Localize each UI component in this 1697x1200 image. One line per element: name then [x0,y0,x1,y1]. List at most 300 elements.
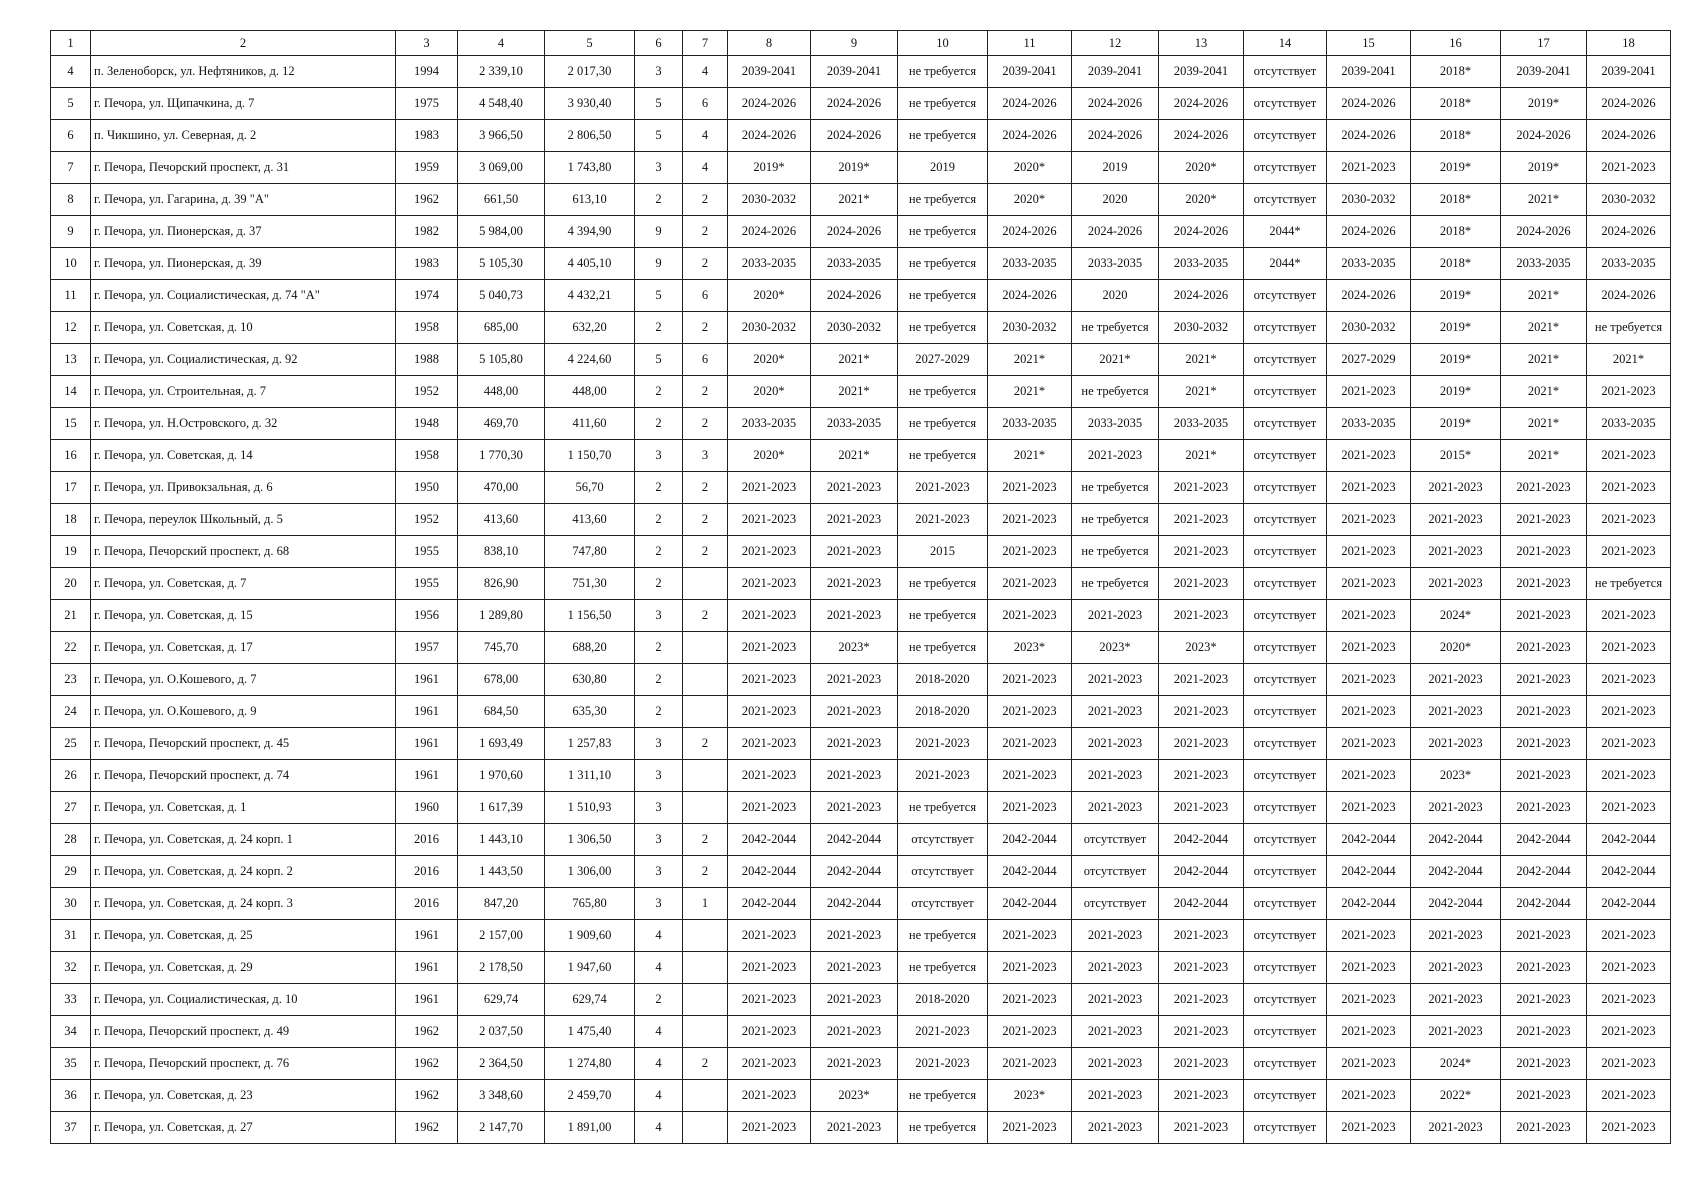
row-number-cell: 16 [51,440,91,472]
table-cell: 413,60 [545,504,635,536]
table-cell: 3 [635,152,683,184]
table-cell: 2021-2023 [898,1016,988,1048]
table-row [51,1112,1671,1144]
table-cell: не требуется [1587,312,1671,344]
table-cell: 5 [635,280,683,312]
table-cell: 1959 [396,152,458,184]
table-cell: 2021-2023 [898,504,988,536]
table-cell: не требуется [898,1112,988,1144]
table-cell: 2021-2023 [1327,984,1411,1016]
table-cell: отсутствует [1244,408,1327,440]
table-row [51,600,1671,632]
table-cell: 2039-2041 [811,56,898,88]
table-cell: 2024-2026 [1072,88,1159,120]
table-cell: 2021-2023 [811,600,898,632]
table-cell: 3 [635,56,683,88]
row-number-cell: 30 [51,888,91,920]
table-cell: 1 289,80 [458,600,545,632]
table-cell: 2021-2023 [1159,920,1244,952]
table-cell: 2021* [811,440,898,472]
table-cell: не требуется [1072,472,1159,504]
table-cell: 2021-2023 [1072,664,1159,696]
table-cell: 2021-2023 [988,536,1072,568]
table-cell: 2023* [1411,760,1501,792]
table-cell: 2024-2026 [1587,120,1671,152]
table-cell: 2027-2029 [1327,344,1411,376]
table-cell: 2018* [1411,120,1501,152]
table-cell: 2021-2023 [1411,1016,1501,1048]
table-cell: 2021-2023 [1327,952,1411,984]
table-cell: 2021-2023 [1159,984,1244,1016]
table-cell: 2021* [1159,440,1244,472]
table-cell [683,984,728,1016]
table-cell: 2021* [1501,440,1587,472]
table-cell: 2039-2041 [988,56,1072,88]
table-cell: 2 [683,408,728,440]
table-cell: 2021-2023 [811,760,898,792]
table-cell: 9 [635,216,683,248]
table-cell [683,632,728,664]
table-cell: 2021-2023 [988,696,1072,728]
table-cell: 2021-2023 [1327,152,1411,184]
table-cell: не требуется [1587,568,1671,600]
table-cell: 2021-2023 [1327,792,1411,824]
table-cell: 2021-2023 [1327,760,1411,792]
table-cell: отсутствует [1244,184,1327,216]
table-cell: 2021-2023 [728,600,811,632]
table-cell: 2021-2023 [1072,1080,1159,1112]
column-number-header: 9 [811,31,898,56]
table-cell: 2021-2023 [898,1048,988,1080]
table-cell: 2021-2023 [988,1112,1072,1144]
table-cell: 2021-2023 [1411,472,1501,504]
table-cell: отсутствует [1244,600,1327,632]
address-cell: г. Печора, Печорский проспект, д. 45 [91,728,396,760]
table-cell: 2042-2044 [811,888,898,920]
table-cell: 2023* [1072,632,1159,664]
table-row [51,408,1671,440]
table-cell: отсутствует [1244,632,1327,664]
row-number-cell: 17 [51,472,91,504]
table-cell: 2021-2023 [1587,984,1671,1016]
table-cell: 2021-2023 [1411,728,1501,760]
address-cell: г. Печора, ул. Строительная, д. 7 [91,376,396,408]
table-cell: 1960 [396,792,458,824]
table-cell: 2021* [1501,408,1587,440]
table-cell: 2021* [988,344,1072,376]
table-cell: 2 [635,184,683,216]
table-cell: 838,10 [458,536,545,568]
table-cell: отсутствует [1244,88,1327,120]
table-cell: 2021-2023 [811,952,898,984]
table-cell [683,1112,728,1144]
row-number-cell: 19 [51,536,91,568]
table-cell: 1 693,49 [458,728,545,760]
table-cell: 751,30 [545,568,635,600]
table-row [51,248,1671,280]
table-cell: 2021-2023 [1159,1016,1244,1048]
table-cell: 2021-2023 [728,920,811,952]
table-cell: 2021-2023 [1587,696,1671,728]
table-cell: 632,20 [545,312,635,344]
table-cell: 2021-2023 [1587,920,1671,952]
table-cell: 2021-2023 [728,728,811,760]
table-row [51,312,1671,344]
table-cell: 1 891,00 [545,1112,635,1144]
table-cell: 2021-2023 [728,952,811,984]
table-cell: 1958 [396,440,458,472]
table-cell: 1962 [396,1048,458,1080]
table-cell: 2024-2026 [988,280,1072,312]
address-cell: г. Печора, ул. Привокзальная, д. 6 [91,472,396,504]
table-cell: 2021-2023 [1501,504,1587,536]
table-cell: 2020* [988,184,1072,216]
table-cell: 2021-2023 [1072,1112,1159,1144]
column-number-header: 17 [1501,31,1587,56]
address-cell: г. Печора, ул. Советская, д. 24 корп. 1 [91,824,396,856]
table-cell: 2024-2026 [811,88,898,120]
table-cell: 3 [635,728,683,760]
table-cell: 2 [635,696,683,728]
table-cell: 2021-2023 [1072,728,1159,760]
table-cell: 2030-2032 [1327,184,1411,216]
table-cell: 2 147,70 [458,1112,545,1144]
table-cell: 2021-2023 [1501,696,1587,728]
table-cell: 4 [635,1080,683,1112]
table-cell: 1961 [396,920,458,952]
row-number-cell: 18 [51,504,91,536]
table-cell: не требуется [1072,376,1159,408]
table-row [51,952,1671,984]
address-cell: г. Печора, Печорский проспект, д. 49 [91,1016,396,1048]
table-cell: 2024-2026 [1327,120,1411,152]
table-cell: 2042-2044 [1327,824,1411,856]
table-cell: 2021-2023 [1159,472,1244,504]
table-cell: 2033-2035 [811,248,898,280]
table-cell: 2 [683,376,728,408]
table-cell: 2042-2044 [1327,888,1411,920]
table-cell: 5 105,30 [458,248,545,280]
table-cell: 2019* [1411,408,1501,440]
table-cell: отсутствует [1244,536,1327,568]
column-number-header: 18 [1587,31,1671,56]
table-cell: 2020* [728,376,811,408]
table-cell: 2 [683,600,728,632]
table-cell: 2023* [988,632,1072,664]
table-cell: 2021-2023 [1501,760,1587,792]
table-cell: 2024-2026 [988,120,1072,152]
address-cell: п. Зеленоборск, ул. Нефтяников, д. 12 [91,56,396,88]
table-cell: отсутствует [1244,1112,1327,1144]
table-cell: 1962 [396,1080,458,1112]
table-cell: 469,70 [458,408,545,440]
column-number-header: 2 [91,31,396,56]
table-cell: 2042-2044 [811,856,898,888]
table-cell: 2021* [1501,344,1587,376]
table-cell: 2019* [1411,152,1501,184]
table-cell: 1961 [396,728,458,760]
table-cell: 2021* [811,376,898,408]
address-cell: п. Чикшино, ул. Северная, д. 2 [91,120,396,152]
table-cell: 2021-2023 [1587,1016,1671,1048]
table-cell [683,664,728,696]
table-cell: 2021-2023 [1501,536,1587,568]
table-cell: 6 [683,344,728,376]
table-cell: отсутствует [1244,824,1327,856]
table-cell: 5 984,00 [458,216,545,248]
table-cell: 2021-2023 [1327,1080,1411,1112]
table-row [51,920,1671,952]
table-cell: 2021-2023 [1587,792,1671,824]
table-cell: 3 [635,440,683,472]
table-cell: 2021-2023 [988,984,1072,1016]
table-cell: 1955 [396,568,458,600]
table-row [51,1016,1671,1048]
table-cell: 2033-2035 [1327,408,1411,440]
table-cell: 2021-2023 [1501,600,1587,632]
row-number-cell: 15 [51,408,91,440]
table-cell: 3 [635,888,683,920]
table-cell: 2024-2026 [728,120,811,152]
column-number-header: 8 [728,31,811,56]
table-cell: 6 [683,88,728,120]
table-cell: не требуется [898,792,988,824]
table-cell: 2018* [1411,216,1501,248]
table-cell: 2021-2023 [728,664,811,696]
table-cell: 2021-2023 [898,472,988,504]
row-number-cell: 23 [51,664,91,696]
table-cell: 2020 [1072,280,1159,312]
table-cell: 2020* [728,344,811,376]
table-cell: 2021-2023 [1411,696,1501,728]
table-cell: 2021-2023 [728,1112,811,1144]
table-cell: 2033-2035 [811,408,898,440]
address-cell: г. Печора, Печорский проспект, д. 76 [91,1048,396,1080]
table-cell: 4 [635,1112,683,1144]
table-cell: 847,20 [458,888,545,920]
column-number-header: 3 [396,31,458,56]
table-cell: 1983 [396,248,458,280]
table-cell: 2021-2023 [1501,1048,1587,1080]
table-cell: 1952 [396,504,458,536]
table-cell: не требуется [898,120,988,152]
table-cell: отсутствует [1244,952,1327,984]
table-cell: 2021-2023 [1587,952,1671,984]
table-cell: 2021-2023 [1159,952,1244,984]
column-number-header: 15 [1327,31,1411,56]
table-cell: 2021-2023 [728,504,811,536]
table-cell: 2042-2044 [1159,888,1244,920]
table-cell: 2020* [1159,152,1244,184]
table-cell: отсутствует [1244,664,1327,696]
table-cell: 2021* [1587,344,1671,376]
table-cell: не требуется [898,440,988,472]
table-row [51,760,1671,792]
table-cell: 2021-2023 [988,472,1072,504]
table-cell: 2021-2023 [1587,632,1671,664]
table-cell: 2021-2023 [1587,728,1671,760]
table-cell: 2016 [396,856,458,888]
table-cell: 2021-2023 [1587,536,1671,568]
table-cell: отсутствует [1244,920,1327,952]
table-row [51,88,1671,120]
header-row [51,31,1671,56]
table-cell: 688,20 [545,632,635,664]
table-cell: 2024-2026 [728,216,811,248]
table-cell: 2021-2023 [1411,792,1501,824]
table-cell: 2024-2026 [1587,280,1671,312]
table-cell: не требуется [898,600,988,632]
table-cell: 2024-2026 [1327,216,1411,248]
table-cell: 1 311,10 [545,760,635,792]
table-cell: 2021-2023 [1501,1112,1587,1144]
address-cell: г. Печора, ул. Н.Островского, д. 32 [91,408,396,440]
table-cell: 2021-2023 [1587,664,1671,696]
table-cell: 2021-2023 [1587,1112,1671,1144]
table-cell: 1962 [396,1016,458,1048]
table-cell: 2021-2023 [1587,760,1671,792]
address-cell: г. Печора, ул. Советская, д. 23 [91,1080,396,1112]
table-cell: 1982 [396,216,458,248]
table-cell: не требуется [898,632,988,664]
address-cell: г. Печора, ул. Пионерская, д. 39 [91,248,396,280]
housing-repair-schedule-table [50,30,1671,1144]
table-cell: 2021-2023 [1501,632,1587,664]
table-cell: 2021-2023 [1072,920,1159,952]
table-cell: 2018-2020 [898,664,988,696]
table-cell: 448,00 [545,376,635,408]
table-cell: 1952 [396,376,458,408]
table-cell: 2042-2044 [988,888,1072,920]
address-cell: г. Печора, ул. Советская, д. 17 [91,632,396,664]
table-cell: 1 [683,888,728,920]
address-cell: г. Печора, ул. Советская, д. 7 [91,568,396,600]
table-cell: 2021-2023 [728,1048,811,1080]
table-cell: 470,00 [458,472,545,504]
table-cell: 2020* [728,440,811,472]
table-cell: 4 394,90 [545,216,635,248]
table-cell: 2021* [1072,344,1159,376]
table-cell: 2042-2044 [1159,824,1244,856]
column-number-header: 4 [458,31,545,56]
table-cell: 2 364,50 [458,1048,545,1080]
table-row [51,632,1671,664]
table-cell: 2021* [1501,280,1587,312]
row-number-cell: 31 [51,920,91,952]
address-cell: г. Печора, ул. О.Кошевого, д. 7 [91,664,396,696]
table-cell: 2021-2023 [1501,952,1587,984]
table-cell: 678,00 [458,664,545,696]
table-cell: 4 [635,920,683,952]
table-cell: 826,90 [458,568,545,600]
row-number-cell: 22 [51,632,91,664]
table-row [51,536,1671,568]
table-cell: 2021-2023 [988,952,1072,984]
table-cell: 2021-2023 [988,1048,1072,1080]
table-cell: 2021-2023 [1072,1048,1159,1080]
table-row [51,504,1671,536]
table-cell: 2042-2044 [1327,856,1411,888]
row-number-cell: 21 [51,600,91,632]
table-cell: 1983 [396,120,458,152]
table-cell: 2021-2023 [811,664,898,696]
table-cell: 2021-2023 [1159,1112,1244,1144]
address-cell: г. Печора, переулок Школьный, д. 5 [91,504,396,536]
table-cell: 2021-2023 [728,1016,811,1048]
table-cell: 2030-2032 [728,312,811,344]
table-cell: 2030-2032 [728,184,811,216]
table-cell: 2018* [1411,88,1501,120]
table-row [51,184,1671,216]
table-cell: 2024-2026 [1072,216,1159,248]
table-cell: 9 [635,248,683,280]
table-cell: 2042-2044 [1411,856,1501,888]
table-cell: 2021-2023 [1501,1016,1587,1048]
table-cell: 2024-2026 [1159,280,1244,312]
table-cell: отсутствует [1244,152,1327,184]
table-cell: 2 [683,248,728,280]
table-cell: 2042-2044 [728,856,811,888]
table-cell: 2021-2023 [728,1080,811,1112]
table-cell: 2018-2020 [898,984,988,1016]
table-cell: 1948 [396,408,458,440]
table-cell: 2033-2035 [988,248,1072,280]
table-cell: 1 617,39 [458,792,545,824]
table-cell: 5 [635,88,683,120]
table-cell: 3 [683,440,728,472]
table-cell: 2021-2023 [1411,952,1501,984]
table-cell: 2 [683,824,728,856]
table-cell: 2021-2023 [1587,376,1671,408]
table-cell: 2021-2023 [1501,664,1587,696]
table-cell: 2021-2023 [1159,728,1244,760]
table-cell: 2019* [1411,376,1501,408]
table-cell: 2021-2023 [988,568,1072,600]
address-cell: г. Печора, ул. Советская, д. 24 корп. 2 [91,856,396,888]
table-cell: 2021-2023 [728,632,811,664]
table-cell: 2021-2023 [728,568,811,600]
table-cell: 3 966,50 [458,120,545,152]
table-cell: 2021-2023 [1159,504,1244,536]
address-cell: г. Печора, Печорский проспект, д. 31 [91,152,396,184]
column-number-header: 10 [898,31,988,56]
table-cell: 2016 [396,824,458,856]
table-cell: 2 [683,504,728,536]
table-cell: отсутствует [1244,312,1327,344]
table-row [51,440,1671,472]
table-cell: 3 930,40 [545,88,635,120]
table-cell: 2023* [811,632,898,664]
table-cell: 1 443,50 [458,856,545,888]
table-cell: 2020* [988,152,1072,184]
table-cell: 2021-2023 [1411,536,1501,568]
table-cell: 2 017,30 [545,56,635,88]
table-cell: 2021-2023 [1327,664,1411,696]
table-cell: 2021-2023 [811,984,898,1016]
table-cell: 2020* [1411,632,1501,664]
table-cell: 2021-2023 [1411,504,1501,536]
table-cell: не требуется [898,56,988,88]
table-cell: 2021-2023 [1159,664,1244,696]
table-cell: 2021* [1159,344,1244,376]
table-cell: 2 [635,408,683,440]
table-cell: 2021-2023 [1587,1080,1671,1112]
table-cell: 2021* [1501,376,1587,408]
address-cell: г. Печора, ул. Гагарина, д. 39 "А" [91,184,396,216]
table-cell: 2024-2026 [1501,216,1587,248]
table-cell: 2 [635,376,683,408]
table-cell: отсутствует [1244,888,1327,920]
